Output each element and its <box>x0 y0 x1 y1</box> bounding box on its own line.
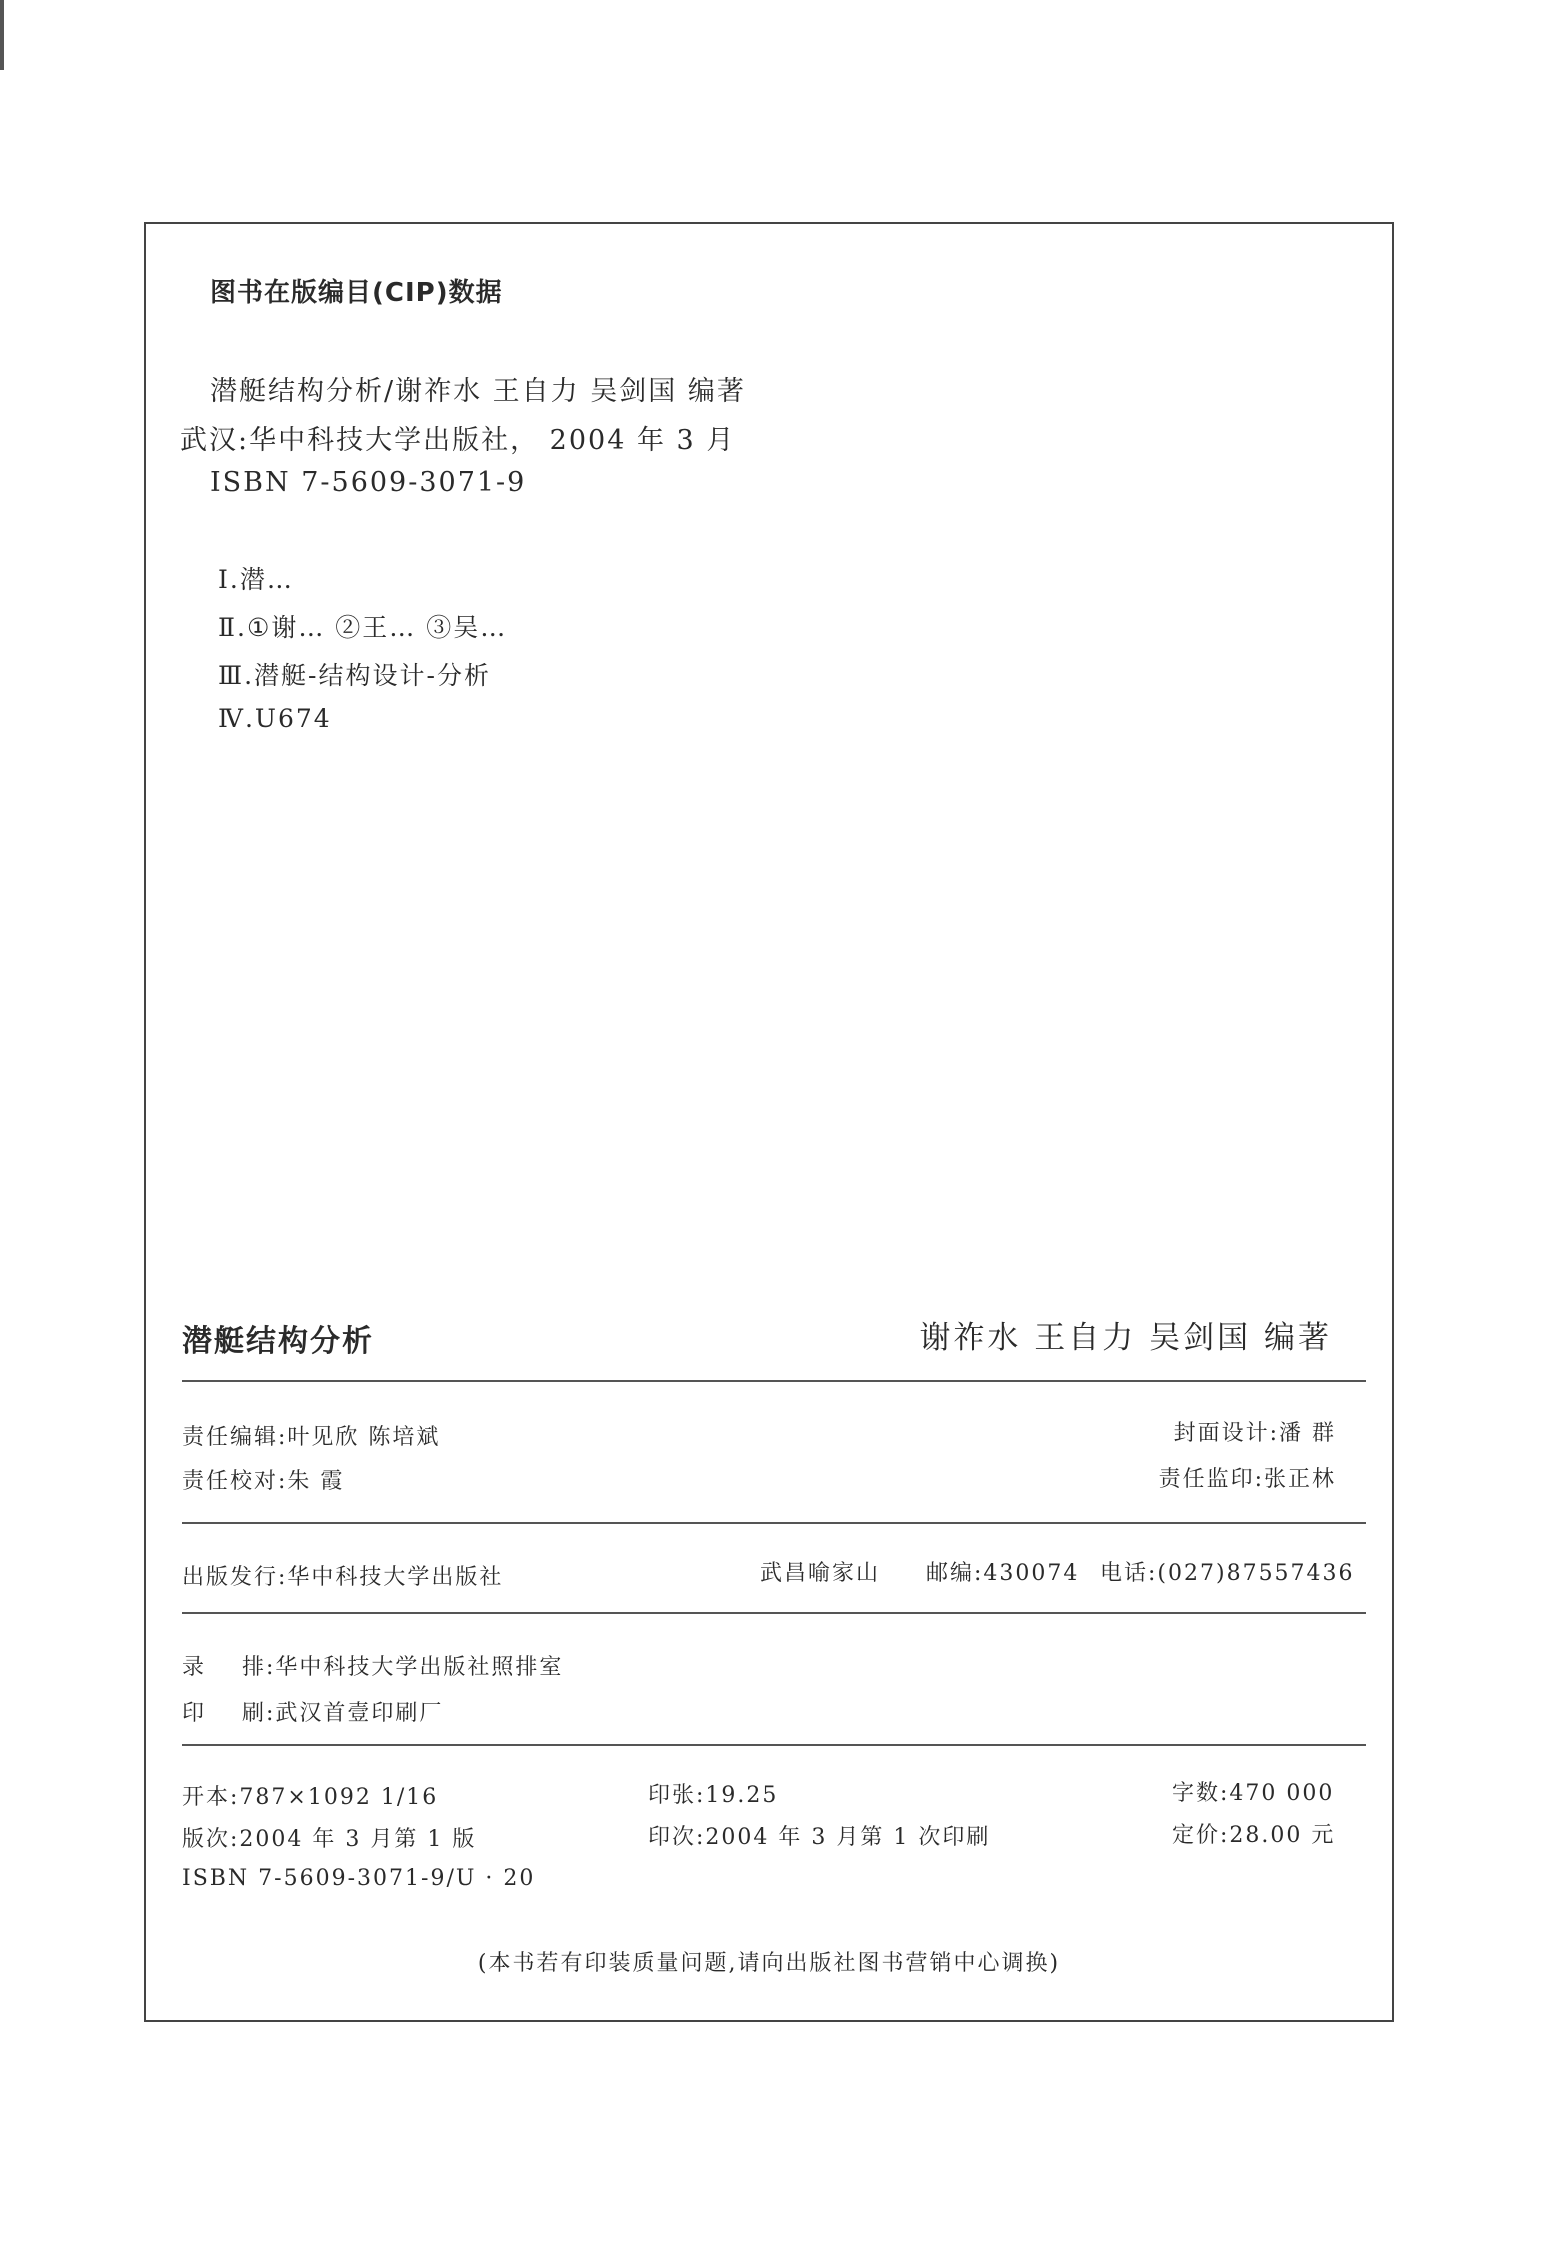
classification-2: Ⅱ.①谢… ②王… ③吴… <box>218 613 508 642</box>
cip-title-author-line: 潜艇结构分析/谢祚水 王自力 吴剑国 编著 <box>210 376 746 407</box>
divider <box>182 1522 1366 1524</box>
publisher: 出版发行:华中科技大学出版社 <box>182 1565 504 1590</box>
publisher-phone: 电话:(027)87557436 <box>1100 1561 1355 1586</box>
cip-isbn-line: ISBN 7-5609-3071-9 <box>210 467 527 498</box>
classification-3: Ⅲ.潜艇-结构设计-分析 <box>218 661 491 690</box>
printed-sheets: 印张:19.25 <box>648 1783 779 1808</box>
isbn-full: ISBN 7-5609-3071-9/U · 20 <box>182 1866 536 1891</box>
format: 开本:787×1092 1/16 <box>182 1785 439 1810</box>
copyright-page-frame <box>144 222 1394 2022</box>
quality-notice: (本书若有印装质量问题,请向出版社图书营销中心调换) <box>477 1951 1061 1976</box>
divider <box>182 1744 1366 1746</box>
typesetting: 录 排:华中科技大学出版社照排室 <box>182 1655 564 1680</box>
publisher-address: 武昌喻家山 <box>760 1561 881 1586</box>
print-supervisor: 责任监印:张正林 <box>1158 1467 1336 1492</box>
impression: 印次:2004 年 3 月第 1 次印刷 <box>648 1825 991 1850</box>
book-authors: 谢祚水 王自力 吴剑国 编著 <box>919 1320 1332 1356</box>
word-count: 字数:470 000 <box>1172 1781 1335 1806</box>
printing: 印 刷:武汉首壹印刷厂 <box>182 1701 444 1726</box>
edition: 版次:2004 年 3 月第 1 版 <box>182 1827 477 1852</box>
divider <box>182 1380 1366 1382</box>
classification-4: Ⅳ.U674 <box>218 704 332 733</box>
cip-title: 图书在版编目(CIP)数据 <box>210 278 503 308</box>
publisher-postcode: 邮编:430074 <box>926 1561 1080 1586</box>
proofreader: 责任校对:朱 霞 <box>182 1469 345 1494</box>
cip-publisher-line: 武汉:华中科技大学出版社， 2004 年 3 月 <box>180 425 736 456</box>
responsible-editors: 责任编辑:叶见欣 陈培斌 <box>182 1425 441 1450</box>
book-title: 潜艇结构分析 <box>182 1324 374 1359</box>
scan-edge-mark <box>0 0 4 70</box>
cover-design: 封面设计:潘 群 <box>1173 1421 1336 1446</box>
classification-1: Ⅰ.潜… <box>218 565 294 594</box>
divider <box>182 1612 1366 1614</box>
price: 定价:28.00 元 <box>1172 1823 1336 1848</box>
